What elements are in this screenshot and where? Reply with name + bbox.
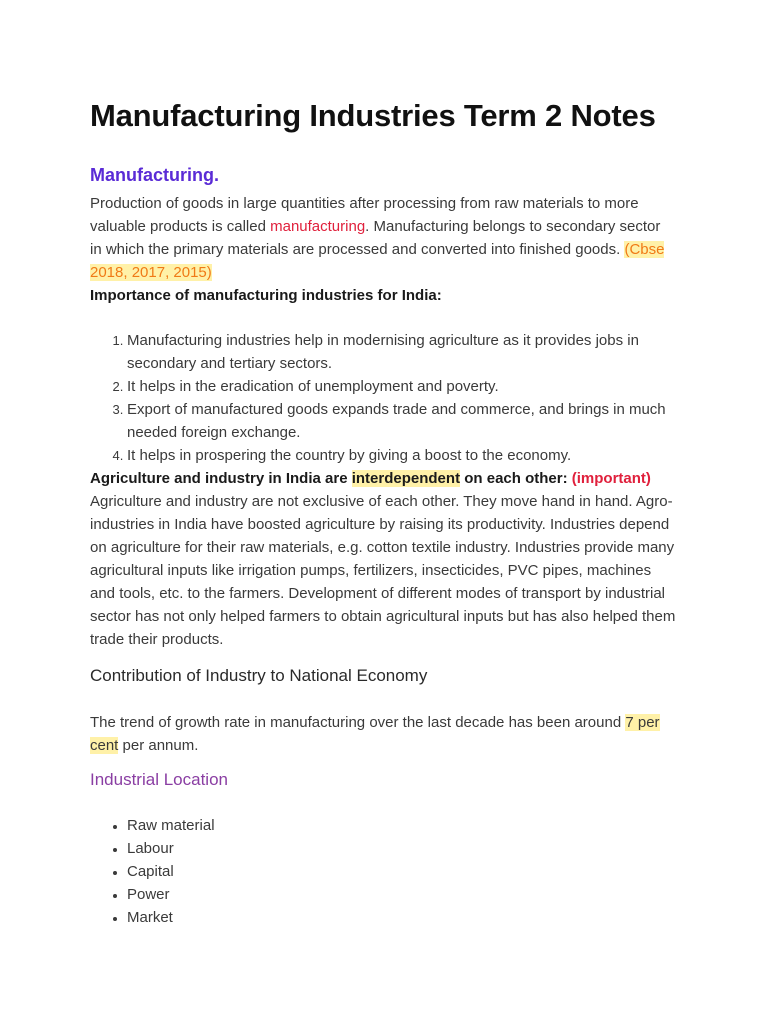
industrial-location-heading: Industrial Location: [90, 770, 228, 789]
list-item: • Capital: [127, 860, 676, 883]
list-item: • Labour: [127, 837, 676, 860]
interdependence-body: Agriculture and industry are not exclusive of each other. They move hand in hand. Agro-industries in India have boosted agriculture by raising its productivity. Industries depend on agriculture for their raw materials, e.g. cotton textile industry. Industries provide many agricultural inputs like irrigation pumps, fertilizers, insecticides, PVC pipes, machines and tools, etc. to the farmers. Development of different modes of transport by industrial sector has not only helped farmers to obtain agricultural inputs but has also helped them trade their products.: [90, 493, 676, 648]
interdependence-heading: [90, 467, 676, 490]
location-factors-list: [90, 814, 676, 929]
importance-list: [90, 329, 676, 467]
interdependence-heading-2: on each other:: [460, 470, 572, 487]
cbse-citation: (Cbse 2018, 2017, 2015): [90, 241, 665, 281]
list-item: 2. It helps in the eradication of unemployment and poverty.: [127, 375, 676, 398]
growth-text-2: per annum.: [118, 737, 199, 754]
importance-heading: Importance of manufacturing industries for India:: [90, 287, 442, 304]
list-item: 1. Manufacturing industries help in modernising agriculture as it provides jobs in secondary and tertiary sectors.: [127, 329, 676, 375]
manufacturing-heading: Manufacturing.: [90, 165, 219, 185]
important-tag: (important): [571, 470, 651, 487]
growth-rate-highlight: 7 per cent: [90, 714, 660, 754]
list-item: • Power: [127, 883, 676, 906]
manufacturing-text-2: . Manufacturing belongs to secondary sector in which the primary materials are processed and converted into finished goods.: [90, 218, 661, 258]
contribution-heading: Contribution of Industry to National Economy: [90, 666, 428, 685]
interdependence-heading-1: Agriculture and industry in India are: [90, 470, 352, 487]
interdependent-highlight: interdependent: [351, 470, 461, 487]
growth-text-1: The trend of growth rate in manufacturing over the last decade has been around: [90, 714, 626, 731]
growth-rate-paragraph: [90, 711, 676, 757]
list-item: 3. Export of manufactured goods expands trade and commerce, and brings in much needed foreign exchange.: [127, 398, 676, 444]
list-item: • Raw material: [127, 814, 676, 837]
manufacturing-paragraph: [90, 192, 676, 284]
page-title: Manufacturing Industries Term 2 Notes: [90, 98, 656, 133]
manufacturing-link[interactable]: manufacturing: [270, 218, 366, 235]
list-item: 4. It helps in prospering the country by giving a boost to the economy.: [127, 444, 676, 467]
manufacturing-text-1: Production of goods in large quantities after processing from raw materials to more valuable products is called: [90, 195, 639, 235]
list-item: • Market: [127, 906, 676, 929]
